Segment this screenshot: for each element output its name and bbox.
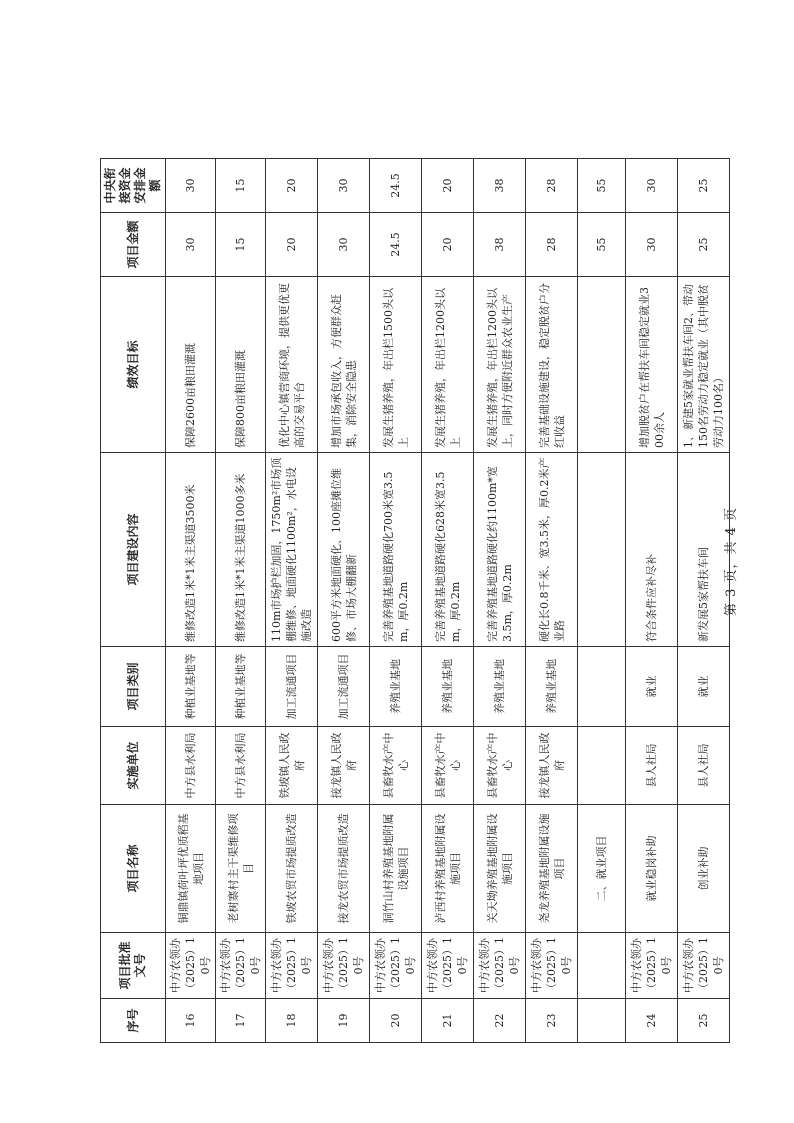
cell-no: 23: [526, 999, 578, 1043]
table-row: [422, 159, 474, 1043]
cell-target: 1、新建5家就业帮扶车间2、带动150名劳动力稳定就业（其中脱贫劳动力100名）: [678, 277, 730, 453]
cell-content: 新发展5家帮扶车间: [678, 453, 730, 647]
cell-category: 养殖业基地: [422, 647, 474, 727]
cell-target: 保障2600亩粮田灌溉: [166, 277, 216, 453]
cell-category: 加工流通项目: [266, 647, 318, 727]
table-row: [166, 159, 216, 1043]
cell-category: [578, 647, 626, 727]
cell-unit: [578, 727, 626, 805]
cell-fund: 28: [526, 159, 578, 213]
cell-name: 就业稳岗补助: [626, 805, 678, 933]
cell-name: 二、就业项目: [578, 805, 626, 933]
cell-fund: 15: [216, 159, 266, 213]
cell-no: 24: [626, 999, 678, 1043]
cell-fund: 38: [474, 159, 526, 213]
cell-unit: 县畜牧水产中心: [370, 727, 422, 805]
cell-doc: 中方农领办（2025）10号: [370, 933, 422, 999]
cell-category: 加工流通项目: [318, 647, 370, 727]
cell-category: 养殖业基地: [526, 647, 578, 727]
table-row: [526, 159, 578, 1043]
cell-amount: 20: [422, 213, 474, 277]
cell-no: 18: [266, 999, 318, 1043]
cell-amount: 30: [318, 213, 370, 277]
cell-amount: 30: [166, 213, 216, 277]
cell-unit: 中方县水利局: [216, 727, 266, 805]
cell-fund: 20: [266, 159, 318, 213]
cell-fund: 20: [422, 159, 474, 213]
cell-doc: 中方农领办（2025）10号: [216, 933, 266, 999]
table-row: [318, 159, 370, 1043]
cell-target: 发展生猪养殖，年出栏1500头以上: [370, 277, 422, 453]
cell-unit: 接龙镇人民政府: [318, 727, 370, 805]
cell-amount: 55: [578, 213, 626, 277]
cell-name: 老树寨村主干渠维修项目: [216, 805, 266, 933]
table-row: [370, 159, 422, 1043]
page-footer: 第 3 页，共 4 页: [724, 506, 739, 617]
cell-name: 泸西村养殖基地附属设施项目: [422, 805, 474, 933]
cell-content: 维修改造1米*1米主渠道1000多米: [216, 453, 266, 647]
cell-doc: 中方农领办（2025）10号: [626, 933, 678, 999]
header-cell: 中央衔接资金安排金额: [101, 159, 166, 213]
cell-amount: 20: [266, 213, 318, 277]
cell-unit: 县人社局: [678, 727, 730, 805]
cell-name: 洞竹山村养殖基地附属设施项目: [370, 805, 422, 933]
cell-doc: 中方农领办（2025）10号: [422, 933, 474, 999]
cell-amount: 30: [626, 213, 678, 277]
cell-target: 发展生猪养殖，年出栏1200头以上，同时方便附近群众农业生产: [474, 277, 526, 453]
header-cell: 项目建设内容: [101, 453, 166, 647]
cell-no: 16: [166, 999, 216, 1043]
cell-no: 20: [370, 999, 422, 1043]
table-row: [266, 159, 318, 1043]
header-cell: 项目名称: [101, 805, 166, 933]
cell-amount: 24.5: [370, 213, 422, 277]
project-table: [100, 158, 730, 1043]
cell-fund: 24.5: [370, 159, 422, 213]
cell-fund: 55: [578, 159, 626, 213]
cell-name: 接龙农贸市场提质改造: [318, 805, 370, 933]
cell-unit: 接龙镇人民政府: [526, 727, 578, 805]
cell-content: 硬化长0.8千米、宽3.5米，厚0.2米产业路: [526, 453, 578, 647]
table-row: [626, 159, 678, 1043]
cell-name: 铜鼎镇荷叶坪优质稻基地项目: [166, 805, 216, 933]
cell-amount: 38: [474, 213, 526, 277]
cell-unit: 县畜牧水产中心: [422, 727, 474, 805]
cell-name: 创业补助: [678, 805, 730, 933]
cell-doc: 中方农领办（2025）10号: [678, 933, 730, 999]
section-row: [578, 159, 626, 1043]
cell-content: 完善养殖基地道路硬化700米宽3.5m，厚0.2m: [370, 453, 422, 647]
header-cell: 项目类别: [101, 647, 166, 727]
cell-target: 增加市场承包收入，方便群众赶集，消除安全隐患: [318, 277, 370, 453]
cell-no: 19: [318, 999, 370, 1043]
cell-fund: 30: [626, 159, 678, 213]
cell-unit: 县人社局: [626, 727, 678, 805]
cell-category: 养殖业基地: [474, 647, 526, 727]
cell-amount: 25: [678, 213, 730, 277]
cell-fund: 30: [166, 159, 216, 213]
header-cell: 项目批准文号: [101, 933, 166, 999]
cell-target: [578, 277, 626, 453]
cell-content: 600平方米地面硬化、100座摊位维修、市场大棚翻新: [318, 453, 370, 647]
cell-category: 种植业基地等: [216, 647, 266, 727]
cell-content: 110m市场护栏加固，1750m²市场顶棚维修、地面硬化1100m²，水电设施改造: [266, 453, 318, 647]
cell-category: 种植业基地等: [166, 647, 216, 727]
cell-no: 21: [422, 999, 474, 1043]
cell-target: 发展生猪养殖，年出栏1200头以上: [422, 277, 474, 453]
cell-fund: 25: [678, 159, 730, 213]
cell-content: [578, 453, 626, 647]
cell-doc: 中方农领办（2025）10号: [266, 933, 318, 999]
cell-content: 完善养殖基地道路硬化628米宽3.5m，厚0.2m: [422, 453, 474, 647]
table-row: [474, 159, 526, 1043]
header-cell: 绩效目标: [101, 277, 166, 453]
cell-target: 增加脱贫户在帮扶车间稳定就业300余人: [626, 277, 678, 453]
header-cell: 项目金额: [101, 213, 166, 277]
cell-no: [578, 999, 626, 1043]
table-row: [216, 159, 266, 1043]
cell-category: 就业: [678, 647, 730, 727]
cell-category: 就业: [626, 647, 678, 727]
cell-doc: 中方农领办（2025）10号: [318, 933, 370, 999]
cell-category: 养殖业基地: [370, 647, 422, 727]
header-cell: 序号: [101, 999, 166, 1043]
cell-amount: 28: [526, 213, 578, 277]
cell-unit: 县畜牧水产中心: [474, 727, 526, 805]
table-header-row: [101, 159, 166, 1043]
cell-doc: 中方农领办（2025）10号: [166, 933, 216, 999]
cell-content: 完善养殖基地道路硬化约1100m*宽3.5m，厚0.2m: [474, 453, 526, 647]
cell-unit: 铁坡镇人民政府: [266, 727, 318, 805]
cell-no: 17: [216, 999, 266, 1043]
cell-content: 维修改造1米*1米主渠道3500米: [166, 453, 216, 647]
cell-doc: [578, 933, 626, 999]
cell-fund: 30: [318, 159, 370, 213]
cell-target: 优化中心镇营商环境，提供更优更高的交易平台: [266, 277, 318, 453]
cell-unit: 中方县水利局: [166, 727, 216, 805]
cell-doc: 中方农领办（2025）10号: [526, 933, 578, 999]
cell-target: 保障800亩粮田灌溉: [216, 277, 266, 453]
cell-content: 符合条件应补尽补: [626, 453, 678, 647]
cell-no: 25: [678, 999, 730, 1043]
cell-doc: 中方农领办（2025）10号: [474, 933, 526, 999]
cell-target: 完善基础设施建设，稳定脱贫户分红收益: [526, 277, 578, 453]
cell-name: 铁坡农贸市场提质改造: [266, 805, 318, 933]
header-cell: 实施单位: [101, 727, 166, 805]
cell-name: 关天坳养殖基地附属设施项目: [474, 805, 526, 933]
cell-name: 尧龙养殖基地附属设施项目: [526, 805, 578, 933]
cell-amount: 15: [216, 213, 266, 277]
cell-no: 22: [474, 999, 526, 1043]
